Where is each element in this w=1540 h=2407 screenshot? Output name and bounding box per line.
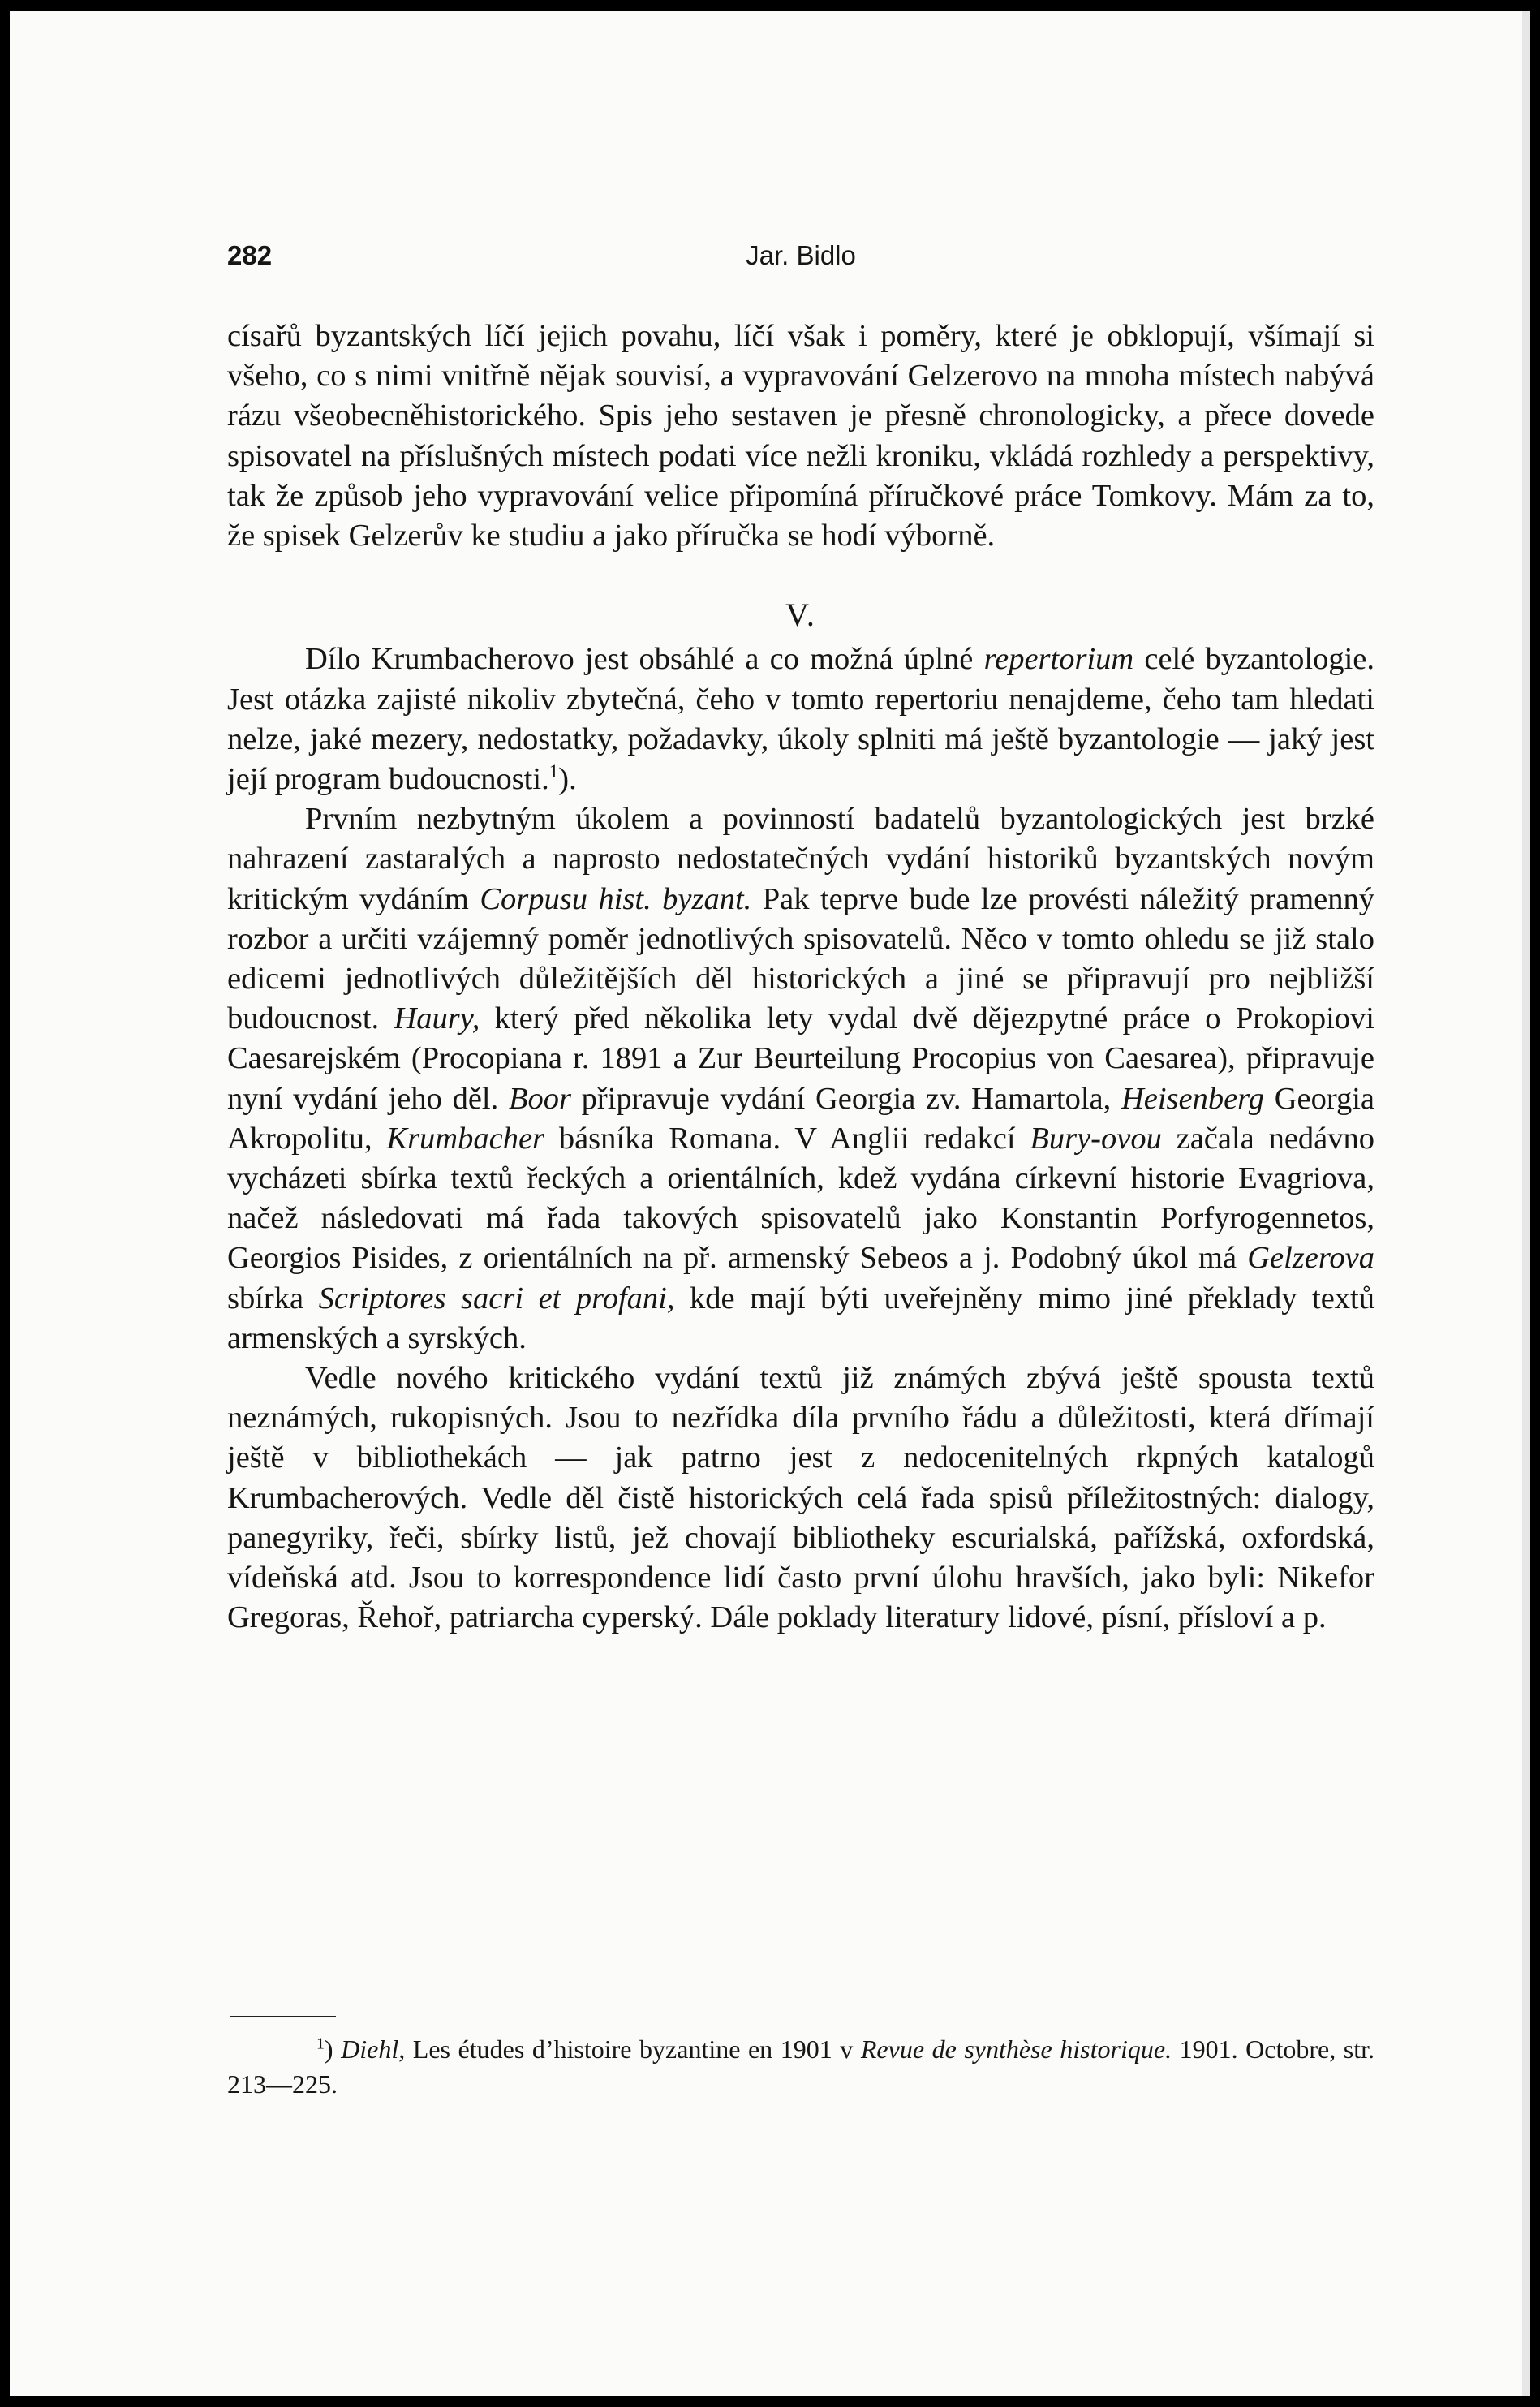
paragraph-manuscripts: Vedle nového kritického vydání textů již známých zbývá ještě spousta textů neznámých, rukopisných. Jsou to nezřídka díla prvního řádu a důležitosti, která dřímají ještě v bibliothekách — jak patrno jest z nedocenitelných rkpných katalogů Krumbacherových. Vedle děl čistě historických celá řada spisů příležitostných: dialogy, panegyriky, řeči, sbírky listů, jež chovají bibliotheky escurialská, pařížská, oxfordská, vídeňská atd. Jsou to korrespondence lidí často první úlohu hravších, jako byli: Nikefor Gregoras, Řehoř, patriarcha cyperský. Dále poklady literatury lidové, písní, přísloví a p.: [227, 1361, 1374, 1635]
running-head: Jar. Bidlo: [746, 240, 856, 270]
main-text: [227, 316, 1374, 1638]
text-span: básníka Romana. V Anglii redakcí: [544, 1121, 1030, 1156]
footnote: [227, 2032, 1374, 2102]
text-span: Prvním nezbytným úkolem a povinností badatelů byzantologických jest brzké nahrazení zastaralých a naprosto nedostatečných vydání historiků byzantských novým kritickým vydáním: [227, 802, 1374, 916]
text-span: kde mají býti uveřejněny mimo jiné překlady textů armenských a syrských.: [227, 1281, 1374, 1355]
paragraph-krumbacher: [227, 639, 1374, 799]
text-span: 1901. Octobre, str. 213—225.: [227, 2035, 1375, 2099]
book-page: [10, 11, 1530, 2396]
footnote-mark: 1: [316, 2035, 325, 2053]
paragraph-continuation: císařů byzantských líčí jejich povahu, líčí však i poměry, které je obklopují, všímají si všeho, co s nimi vnitřně nějak souvisí, a vypravování Gelzerovo na mnoha místech nabývá rázu všeobecněhistorického. Spis jeho sestaven je přesně chronologicky, a přece dovede spisovatel na příslušných místech podati více nežli kroniku, vkládá rozhledy a perspektivy, tak že způsob jeho vypravování velice připomíná příručkové práce Tomkovy. Mám za to, že spisek Gelzerův ke studiu a jako příručka se hodí výborně.: [227, 319, 1374, 553]
italic-name: Haury,: [394, 1001, 480, 1036]
italic-name: Krumbacher: [386, 1121, 545, 1156]
page-header: [227, 240, 1374, 278]
text-span: Les études d’histoire byzantine en 1901 v: [405, 2035, 861, 2064]
italic-title: Revue de synthèse historique.: [860, 2035, 1172, 2064]
page-number: 282: [227, 240, 273, 270]
text-span: sbírka: [227, 1281, 319, 1315]
page-edge-shadow: [1522, 11, 1530, 2396]
italic-title: Corpusu hist. byzant.: [480, 881, 752, 916]
italic-name: Gelzerova: [1247, 1241, 1374, 1276]
italic-title: Scriptores sacri et profani,: [318, 1281, 675, 1315]
italic-name: Bury-ovou: [1030, 1121, 1162, 1156]
text-span: ): [324, 2035, 342, 2064]
text-span: který před několika lety vydal dvě dějezpytné práce o Prokopiovi Caesarejském (Procopiana r. 1891 a Zur Beurteilung Procopius von Caesarea), připravuje nyní vydání jeho děl.: [227, 1001, 1374, 1116]
italic-name: Heisenberg: [1121, 1081, 1264, 1116]
text-span: Dílo Krumbacherovo jest obsáhlé a co možná úplné: [305, 642, 984, 677]
footnote-ref[interactable]: 1: [548, 760, 559, 782]
italic-name: Diehl,: [341, 2035, 406, 2064]
section-heading: V.: [785, 596, 816, 634]
text-span: připravuje vydání Georgia zv. Hamartola,: [570, 1081, 1121, 1116]
text-span: Pak teprve bude lze provésti náležitý pramenný rozbor a určiti vzájemný poměr jednotlivých spisovatelů. Něco v tomto ohledu se již stalo edicemi jednotlivých důležitějších děl historických a jiné se připravují pro nejbližší budoucnost.: [227, 881, 1374, 1036]
text-span: začala nedávno vycházeti sbírka textů řeckých a orientálních, kdež vydána církevní historie Evagriova, načež následovati má řada takových spisovatelů jako Konstantin Porfyrogennetos, Georgios Pisides, z orientálních na př. armenský Sebeos a j. Podobný úkol má: [227, 1121, 1374, 1276]
italic-name: Boor: [508, 1081, 571, 1116]
italic-term: repertorium: [983, 642, 1134, 677]
text-span: Georgia Akropolitu,: [227, 1081, 1374, 1156]
text-span: celé byzantologie. Jest otázka zajisté nikoliv zbytečná, čeho v tomto repertoriu nenajdeme, čeho tam hledati nelze, jaké mezery, nedostatky, požadavky, úkoly splniti má ještě byzantologie — jaký jest její program budoucnosti.: [227, 642, 1374, 797]
paragraph-editions: [227, 799, 1374, 1359]
footnote-rule: [230, 2016, 336, 2017]
text-span: ).: [558, 762, 577, 797]
